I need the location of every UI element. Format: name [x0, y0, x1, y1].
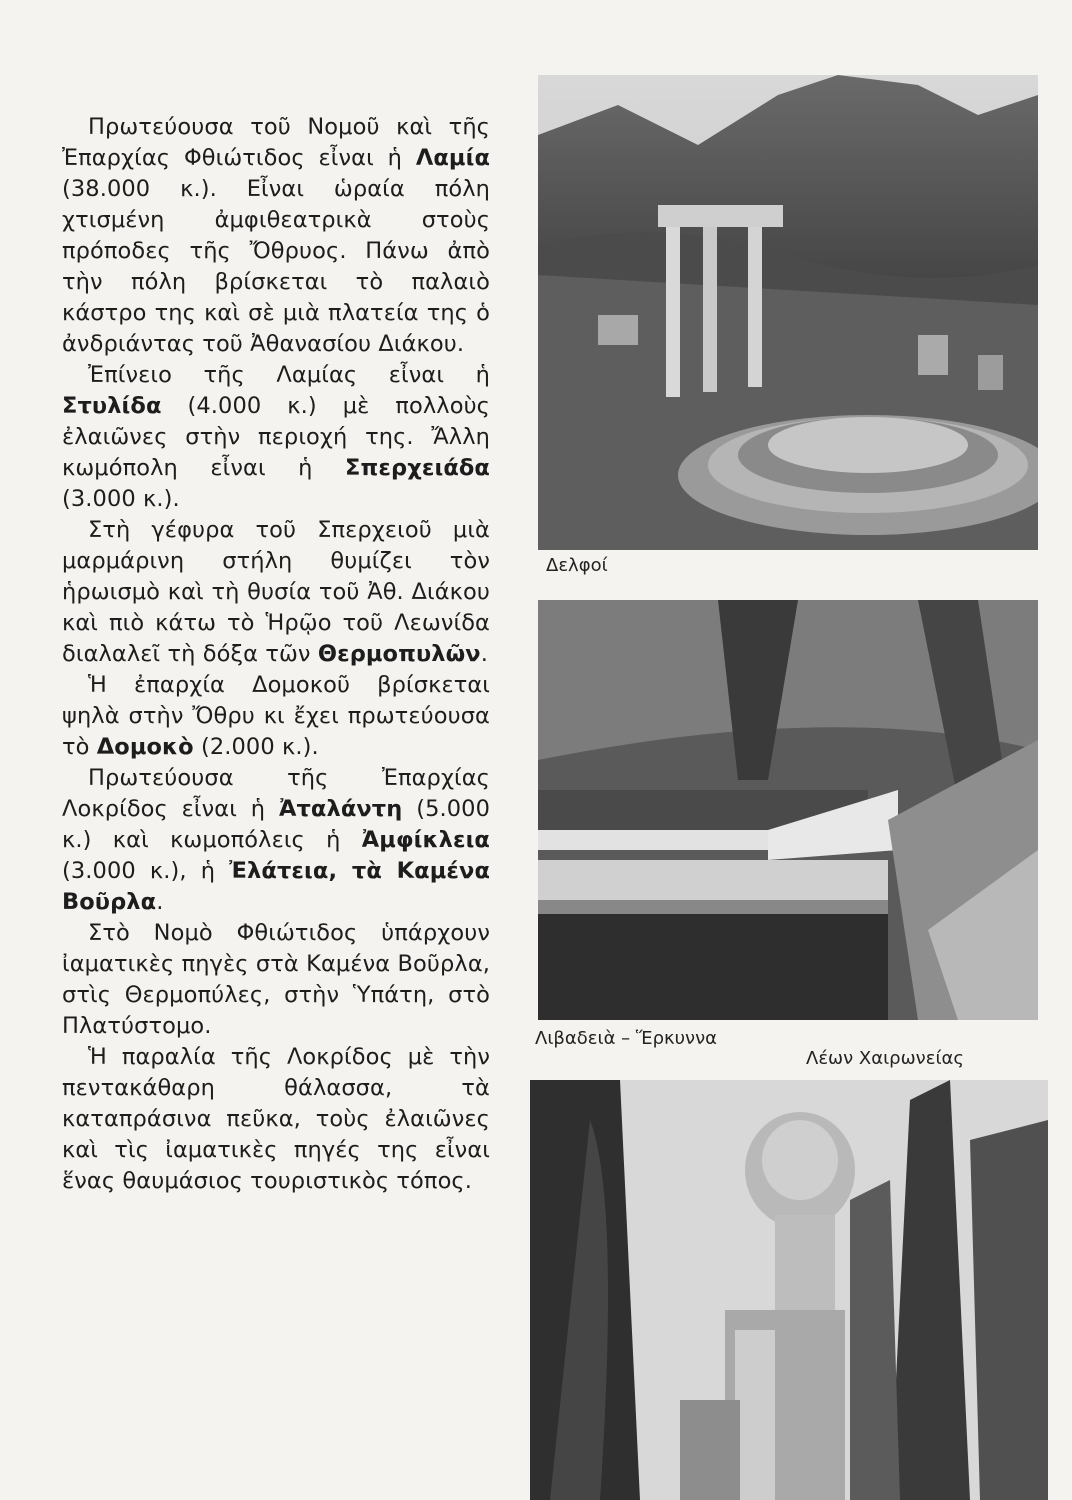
text-run: .: [480, 641, 488, 667]
paragraph: [62, 112, 490, 360]
photo-livadeia-erkyna: [538, 600, 1038, 1020]
paragraph: [62, 670, 490, 763]
bold-place-name: Στυλίδα: [62, 393, 162, 419]
paragraph: [62, 1042, 490, 1197]
bold-place-name: Ἀταλάντη: [278, 796, 403, 822]
text-run: Ἐπίνειο τῆς Λαμίας εἶναι ἡ: [88, 362, 490, 388]
text-run: Ἡ παραλία τῆς Λοκρίδος μὲ τὴν πεντακάθαρη θάλασσα, τὰ καταπράσινα πεῦκα, τοὺς ἐλαιῶνες καὶ τὶς ἰαματικὲς πηγές της εἶναι ἕνας θαυμάσιος τουριστικὸς τόπος.: [62, 1044, 490, 1194]
paragraph: [62, 515, 490, 670]
caption-delphi: Δελφοί: [546, 555, 608, 576]
bold-place-name: Λαμία: [415, 145, 490, 171]
bold-place-name: Ἐλάτεια, τὰ Καμένα Βοῦρλα: [62, 858, 490, 915]
paragraph: [62, 918, 490, 1042]
text-run: (4.000 κ.) μὲ πολλοὺς ἐλαιῶνες στὴν περιοχή της. Ἄλλη κωμόπολη εἶναι ἡ: [62, 393, 490, 481]
paragraph: [62, 763, 490, 918]
text-run: (38.000 κ.). Εἶναι ὡραία πόλη χτισμένη ἀμφιθεατρικὰ στοὺς πρόποδες τῆς Ὄθρυος. Πάνω ἀπὸ τὴν πόλη βρίσκεται τὸ παλαιὸ κάστρο της καὶ σὲ μιὰ πλατεία της ὁ ἀνδριάντας τοῦ Ἀθανασίου Διάκου.: [62, 176, 490, 357]
text-run: Στὸ Νομὸ Φθιώτιδος ὑπάρχουν ἰαματικὲς πηγὲς στὰ Καμένα Βοῦρλα, στὶς Θερμοπύλες, στὴν Ὑπάτη, στὸ Πλατύστομο.: [62, 920, 490, 1039]
photo-lion-chaeronea: [530, 1080, 1048, 1500]
paragraph: [62, 360, 490, 515]
text-run: Ἡ ἐπαρχία Δομοκοῦ βρίσκεται ψηλὰ στὴν Ὄθρυ κι ἔχει πρωτεύουσα τὸ: [62, 672, 490, 760]
bold-place-name: Δομοκὸ: [96, 734, 194, 760]
caption-livadeia-erkyna: Λιβαδειὰ – Ἕρκυννα: [535, 1028, 718, 1049]
text-run: Πρωτεύουσα τῆς Ἐπαρχίας Λοκρίδος εἶναι ἡ: [62, 765, 490, 822]
text-run: Στὴ γέφυρα τοῦ Σπερχειοῦ μιὰ μαρμάρινη στήλη θυμίζει τὸν ἡρωισμὸ καὶ τὴ θυσία τοῦ Ἀθ. Διάκου καὶ πιὸ κάτω τὸ Ἡρῷο τοῦ Λεωνίδα διαλαλεῖ τὴ δόξα τῶν: [62, 517, 490, 667]
photo-delphi-tholos: [538, 75, 1038, 550]
article-text: [62, 112, 490, 1197]
text-run: (5.000 κ.) καὶ κωμοπόλεις ἡ: [62, 796, 490, 853]
bold-place-name: Θερμοπυλῶν: [317, 641, 481, 667]
caption-lion-chaeronea: Λέων Χαιρωνείας: [806, 1048, 964, 1069]
bold-place-name: Ἀμφίκλεια: [361, 827, 490, 853]
text-run: Πρωτεύουσα τοῦ Νομοῦ καὶ τῆς Ἐπαρχίας Φθιώτιδος εἶναι ἡ: [62, 114, 490, 171]
text-run: (3.000 κ.), ἡ: [62, 858, 230, 884]
text-run: (2.000 κ.).: [193, 734, 319, 760]
text-run: (3.000 κ.).: [62, 486, 180, 512]
bold-place-name: Σπερχειάδα: [345, 455, 490, 481]
text-run: .: [156, 889, 164, 915]
